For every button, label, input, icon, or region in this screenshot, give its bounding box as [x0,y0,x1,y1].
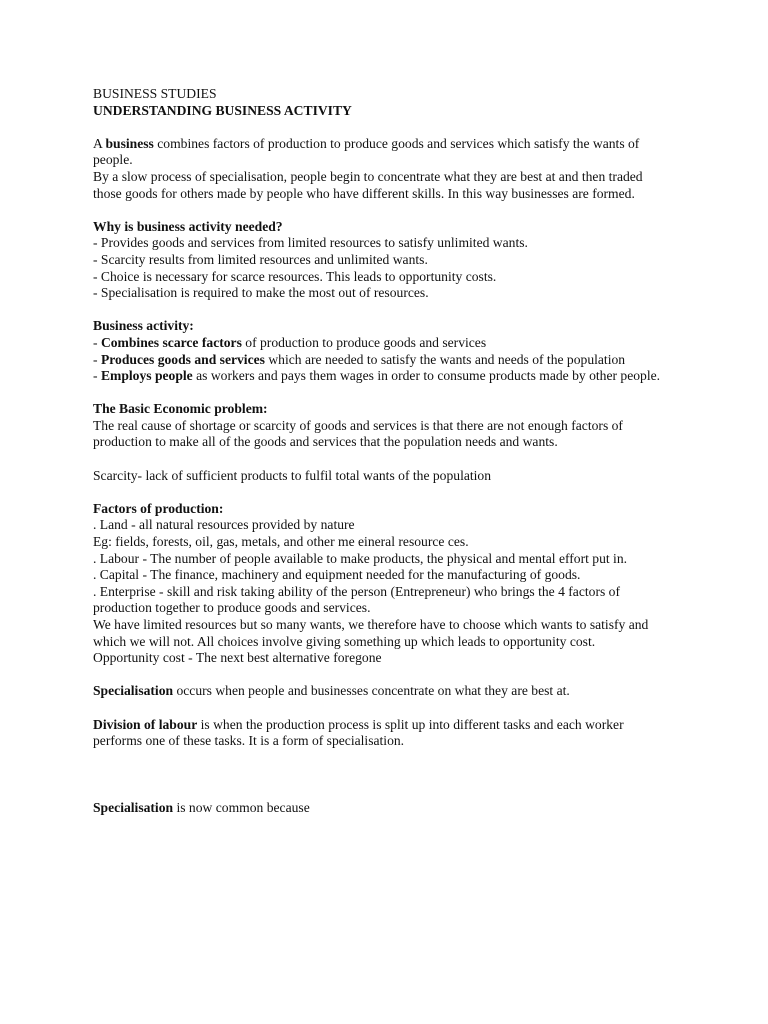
activity-item-term: Produces goods and services [100,351,265,367]
page-title [93,103,668,120]
spacer [93,302,668,319]
division-paragraph [93,717,668,750]
why-item: - Provides goods and services from limited resources to satisfy unlimited wants. [93,235,528,251]
factors-line: . Capital - The finance, machinery and equipment needed for the manufacturing of goods. [93,567,581,583]
why-item: - Specialisation is required to make the most out of resources. [93,285,429,301]
subject-heading: BUSINESS STUDIES [93,86,217,101]
activity-item-prefix: - [93,351,101,367]
spacer [93,484,668,501]
economic-heading-text: The Basic Economic problem: [93,401,268,417]
intro-term: business [105,135,154,151]
activity-item-text: as workers and pays them wages in order to consume products made by other people. [192,368,661,384]
factors-line: . Labour - The number of people available to make products, the physical and mental effort put in. [93,550,628,566]
intro-paragraph [93,136,668,169]
activity-item [93,368,668,385]
factors-heading [93,501,668,518]
spacer [93,385,668,402]
activity-item-term: Combines scarce factors [100,334,242,350]
scarcity-definition: Scarcity- lack of sufficient products to fulfil total wants of the population [93,467,492,483]
specialisation-term: Specialisation [93,683,174,699]
common-text: is now common because [173,799,310,815]
activity-heading-text: Business activity: [93,318,194,334]
factors-line: Eg: fields, forests, oil, gas, metals, and other me eineral resource ces. [93,534,469,550]
why-heading-text: Why is business activity needed? [93,218,283,234]
spacer [93,451,668,468]
spacer [93,750,668,800]
activity-heading [93,318,668,335]
factors-line: . Land - all natural resources provided by nature [93,517,355,533]
intro-rest: combines factors of production to produce goods and services which satisfy the wants of people. [93,135,640,168]
spacer [93,667,668,684]
activity-item-prefix: - [93,334,101,350]
specialisation-text: occurs when people and businesses concentrate on what they are best at. [173,683,570,699]
intro-paragraph-2: By a slow process of specialisation, people begin to concentrate what they are best at and then traded those goods for others made by people who have different skills. In this way businesses are formed. [93,168,643,201]
common-term: Specialisation [93,799,174,815]
activity-item [93,352,668,369]
activity-item-term: Employs people [100,368,193,384]
spacer [93,119,668,136]
factors-heading-text: Factors of production: [93,500,224,516]
division-text: is when the production process is split up into different tasks and each worker performs one of these tasks. It is a form of specialisation. [93,716,624,749]
spacer [93,700,668,717]
spacer [93,202,668,219]
page-title-text: UNDERSTANDING BUSINESS ACTIVITY [93,102,352,118]
activity-item-text: of production to produce goods and services [241,334,487,350]
activity-item-text: which are needed to satisfy the wants and needs of the population [264,351,626,367]
why-item: - Choice is necessary for scarce resources. This leads to opportunity costs. [93,268,497,284]
factors-line: . Enterprise - skill and risk taking ability of the person (Entrepreneur) who brings the 4 factors of production together to produce goods and services. [93,583,620,616]
division-term: Division of labour [93,716,198,732]
economic-text: The real cause of shortage or scarcity of goods and services is that there are not enough factors of production to make all of the goods and services that the population needs and wants. [93,417,623,450]
why-heading [93,219,668,236]
intro-lead: A [93,135,103,151]
factors-line: We have limited resources but so many wants, we therefore have to choose which wants to satisfy and which we will not. All choices involve giving something up which leads to opportunity cost. [93,617,649,649]
activity-item-prefix: - [93,368,101,384]
specialisation-paragraph [93,683,668,700]
common-paragraph [93,800,668,817]
economic-heading [93,401,668,418]
factors-line: Opportunity cost - The next best alternative foregone [93,650,382,666]
why-item: - Scarcity results from limited resources and unlimited wants. [93,251,428,267]
activity-item [93,335,668,352]
